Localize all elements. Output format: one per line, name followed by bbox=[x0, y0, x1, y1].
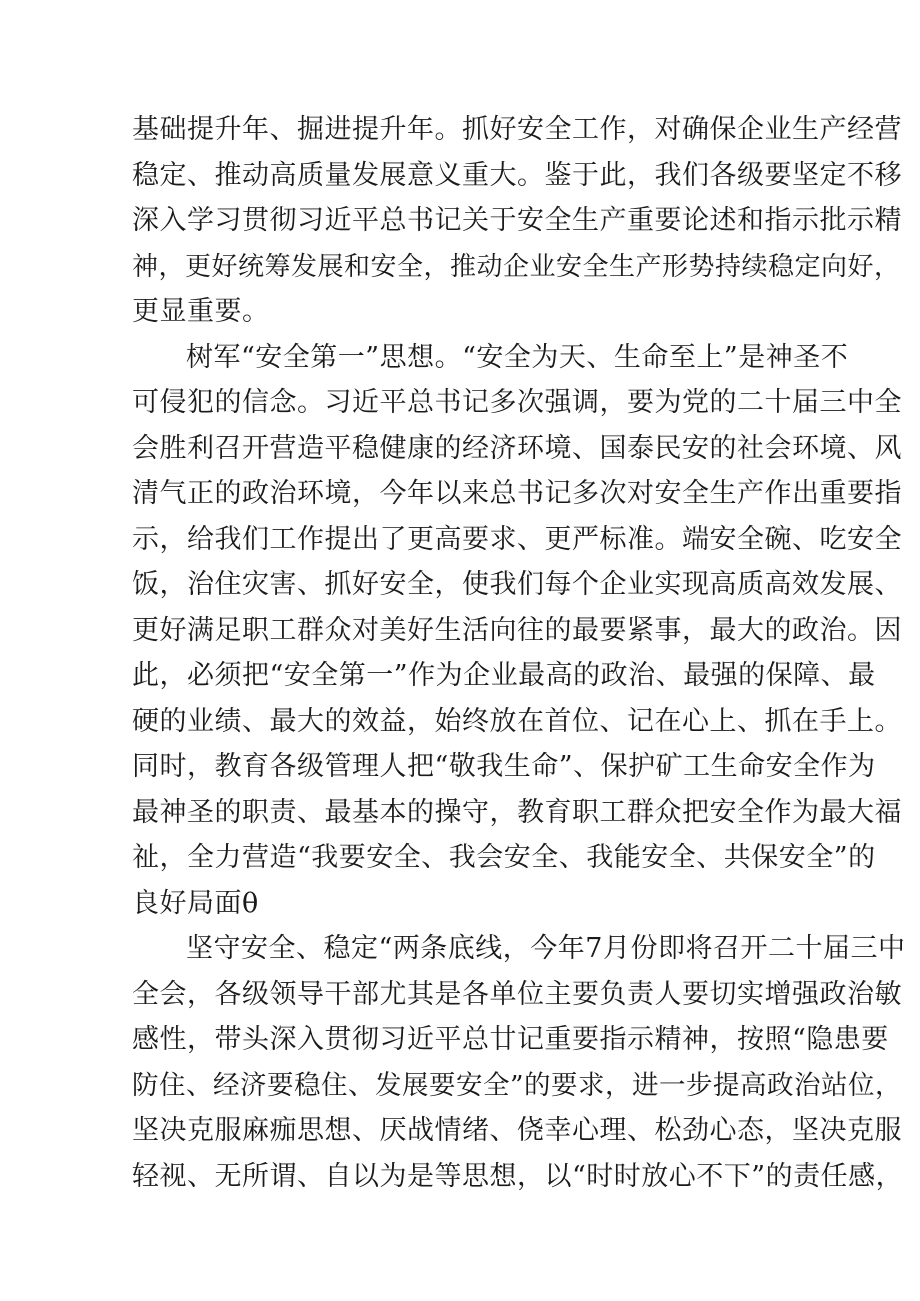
paragraph-2-line-11: 最神圣的职责、最基本的操守，教育职工群众把安全作为最大福 bbox=[132, 797, 902, 828]
paragraph-3-line-5: 坚决克服麻痂思想、厌战情绪、侥幸心理、松劲心态，坚决克服 bbox=[132, 1115, 902, 1146]
paragraph-1-line-4: 神，更好统筹发展和安全，推动企业安全生产形势持续稳定向好， bbox=[132, 252, 901, 282]
paragraph-1-line-5: 更显重要。 bbox=[132, 296, 270, 327]
paragraph-2-line-4: 清气正的政治环境，今年以来总书记多次对安全生产作出重要指 bbox=[132, 478, 902, 509]
paragraph-1-line-1: 基础提升年、掘进提升年。抓好安全工作，对确保企业生产经营 bbox=[132, 114, 902, 145]
paragraph-1-line-2: 稳定、推动高质量发展意义重大。鉴于此，我们各级要坚定不移 bbox=[132, 160, 902, 191]
paragraph-3-line-3: 感性，带头深入贯彻习近平总廿记重要指示精神，按照“隐患要 bbox=[132, 1024, 889, 1055]
paragraph-2-line-1: 树军“安全第一”思想。“安全为天、生命至上”是神圣不 bbox=[186, 342, 849, 373]
paragraph-2-line-7: 更好满足职工群众对美好生活向往的最要紧事，最大的政治。因 bbox=[132, 615, 902, 646]
paragraph-2-line-13: 良好局面θ bbox=[132, 888, 259, 919]
paragraph-2-line-2: 可侵犯的信念。习近平总书记多次强调，要为党的二十届三中全 bbox=[132, 387, 902, 418]
paragraph-2-line-3: 会胜利召开营造平稳健康的经济环境、国泰民安的社会环境、风 bbox=[132, 433, 902, 464]
paragraph-1-line-3: 深入学习贯彻习近平总书记关于安全生产重要论述和指示批示精 bbox=[132, 205, 902, 236]
paragraph-2-line-6: 饭，治住灾害、抓好安全，使我们每个企业实现高质高效发展、 bbox=[132, 569, 902, 600]
paragraph-2-line-5: 示，给我们工作提出了更高要求、更严标准。端安全碗、吃安全 bbox=[132, 524, 902, 555]
paragraph-2-line-8: 此，必须把“安全第一”作为企业最高的政治、最强的保障、最 bbox=[132, 660, 876, 691]
paragraph-2-line-9: 硬的业绩、最大的效益，始终放在首位、记在心上、抓在手上。 bbox=[132, 706, 902, 737]
paragraph-3-line-4: 防住、经济要稳住、发展要安全”的要求，进一步提高政治站位， bbox=[132, 1070, 903, 1101]
paragraph-3-line-6: 轻视、无所谓、自以为是等思想，以“时时放心不下”的责任感， bbox=[132, 1161, 904, 1192]
paragraph-3-line-2: 全会，各级领导干部尤其是各单位主要负责人要切实增强政治敏 bbox=[132, 979, 902, 1010]
paragraph-2-line-12: 祉，全力营造“我要安全、我会安全、我能安全、共保安全”的 bbox=[132, 842, 876, 873]
paragraph-3-line-1: 坚守安全、稳定“两条底线，今年7月份即将召开二十届三中 bbox=[186, 933, 906, 964]
paragraph-2-line-10: 同时，教育各级管理人把“敬我生命”、保护矿工生命安全作为 bbox=[132, 751, 876, 782]
